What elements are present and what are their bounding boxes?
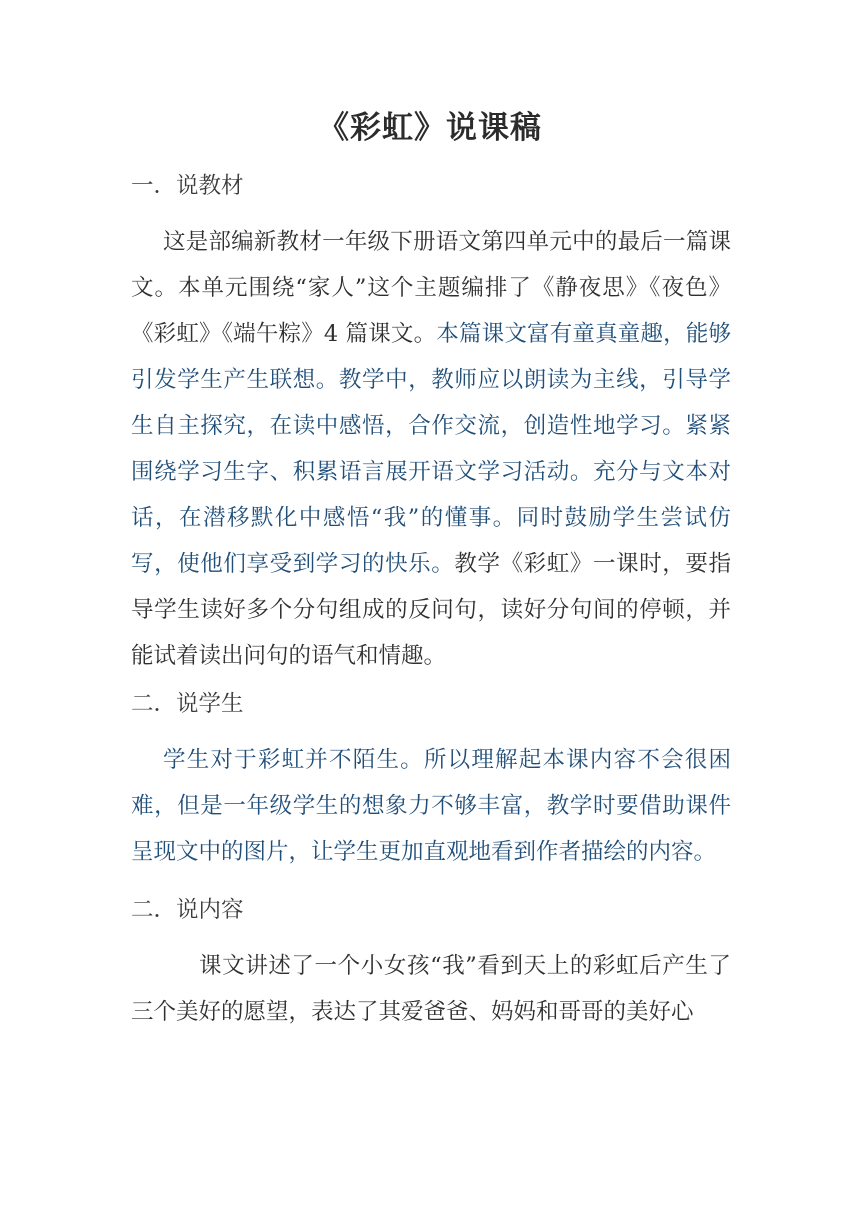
section-paragraph-textbook (131, 219, 731, 679)
document-title: 《彩虹》说课稿 (318, 110, 542, 146)
section-heading-textbook: 一．说教材 (131, 173, 244, 199)
paragraph-text: 课文讲述了一个小女孩“我”看到天上的彩虹后产生了三个美好的愿望，表达了其爱爸爸、妈妈和哥哥的美好心 (131, 953, 731, 1025)
section-heading-content: 二．说内容 (131, 897, 244, 923)
paragraph-text-highlight: 学生对于彩虹并不陌生。所以理解起本课内容不会很困难，但是一年级学生的想象力不够丰富，教学时要借助课件呈现文中的图片，让学生更加直观地看到作者描绘的内容。 (131, 747, 731, 865)
section-paragraph-content (131, 943, 731, 1035)
paragraph-text-highlight: 本篇课文富有童真童趣，能够引发学生产生联想。教学中，教师应以朗读为主线，引导学生自主探究，在读中感悟，合作交流，创造性地学习。紧紧围绕学习生字、积累语言展开语文学习活动。充分与文本对话，在潜移默化中感悟“我”的懂事。同时鼓励学生尝试仿写，使他们享受到学习的快乐。 (131, 321, 731, 577)
section-heading-students: 二．说学生 (131, 691, 244, 717)
paragraph-text: 教学《彩虹》一课时，要指导学生读好多个分句组成的反问句，读好分句间的停顿，并能试着读出问句的语气和情趣。 (131, 551, 731, 669)
paragraph-text: 这是部编新教材一年级下册语文第四单元中的最后一篇课文。本单元围绕“家人”这个主题编排了《静夜思》《夜色》《彩虹》《端午粽》4 篇课文。 (131, 229, 731, 347)
section-paragraph-students (131, 737, 731, 875)
